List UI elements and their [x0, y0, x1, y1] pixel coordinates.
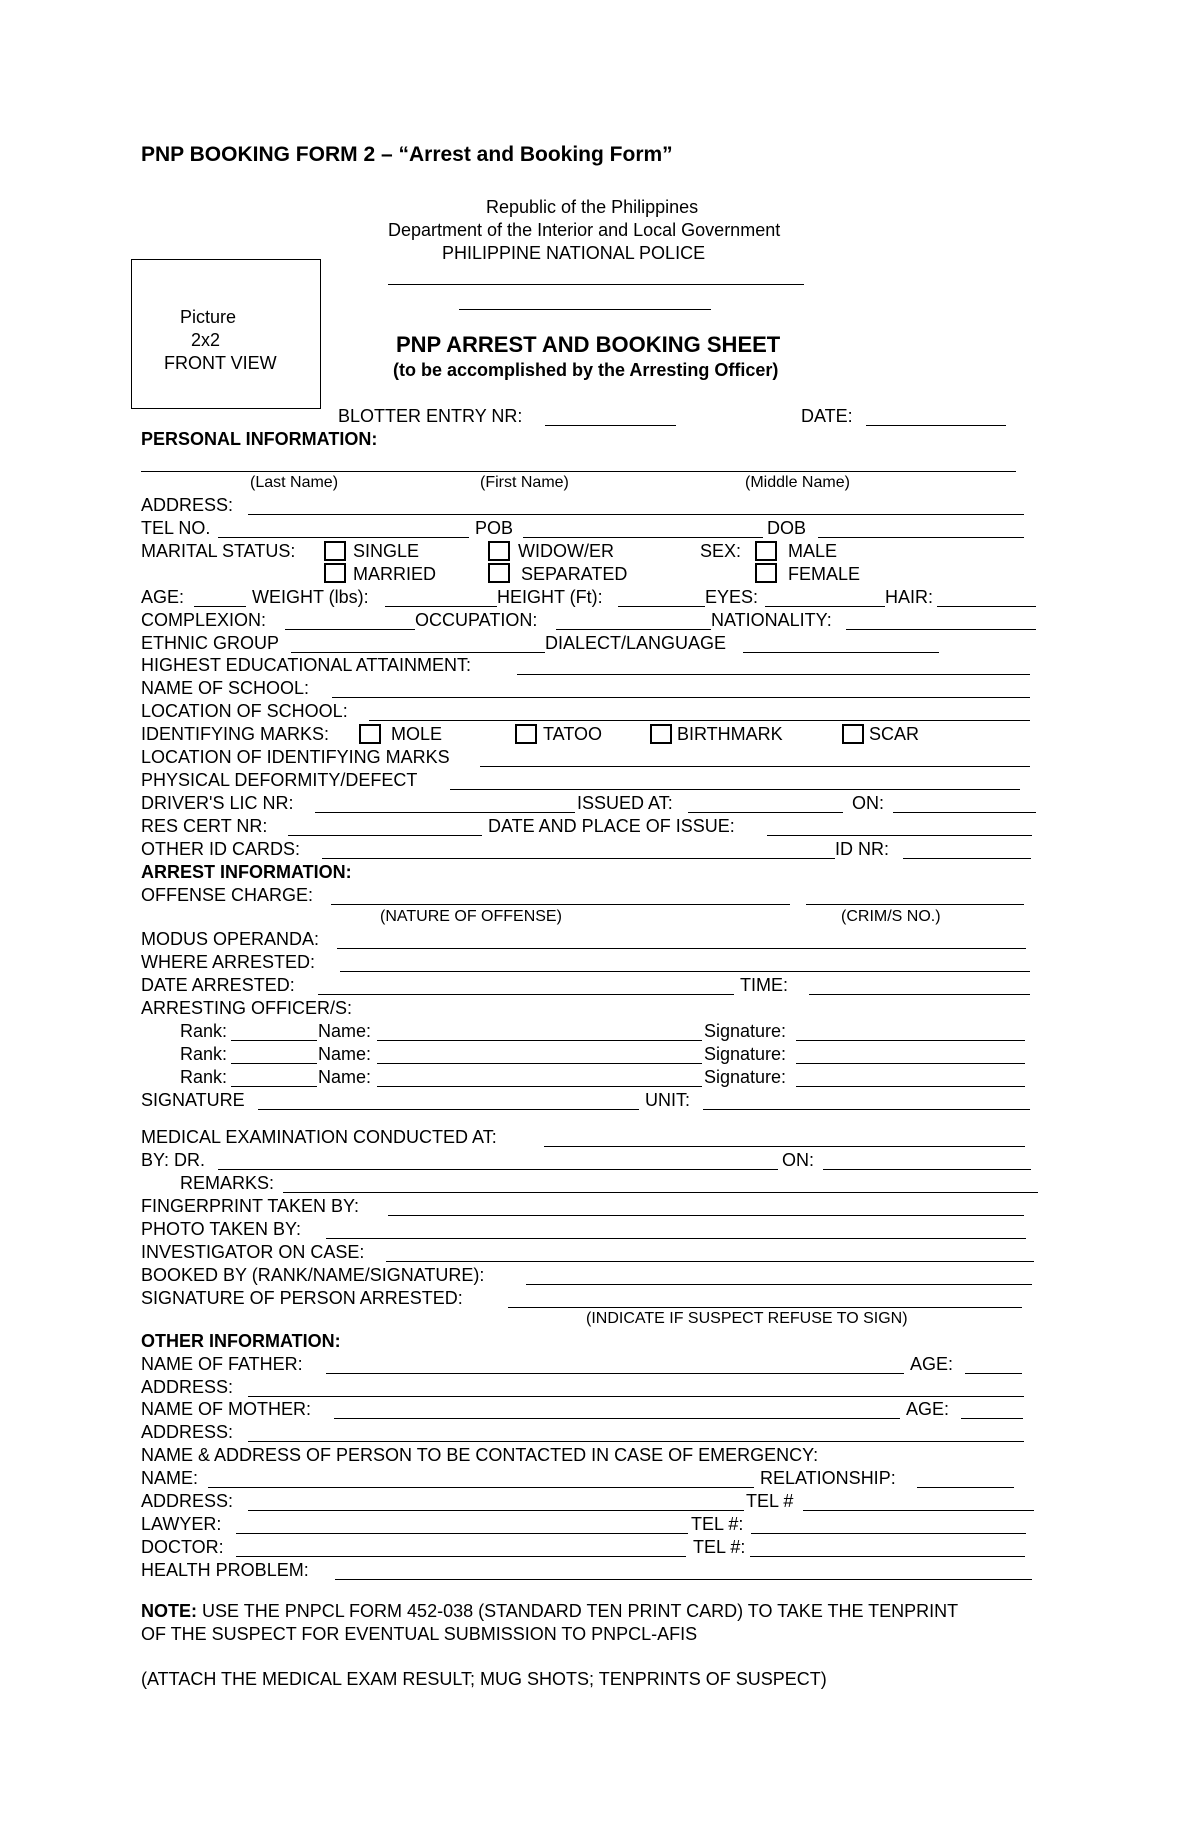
emergency-label: NAME & ADDRESS OF PERSON TO BE CONTACTED IN CASE OF EMERGENCY:	[141, 1445, 819, 1465]
attach-note: (ATTACH THE MEDICAL EXAM RESULT; MUG SHOTS; TENPRINTS OF SUSPECT)	[141, 1669, 827, 1689]
single-label: SINGLE	[353, 541, 420, 561]
doctor-field[interactable]	[236, 1556, 686, 1557]
emergency-name-label: NAME:	[141, 1468, 199, 1488]
officer-3-signature-label: Signature:	[704, 1067, 787, 1087]
father-age-field[interactable]	[965, 1373, 1022, 1374]
sheet-subtitle: (to be accomplished by the Arresting Officer)	[393, 360, 779, 380]
officer-1-signature-label: Signature:	[704, 1021, 787, 1041]
lawyer-label: LAWYER:	[141, 1514, 222, 1534]
height-field[interactable]	[618, 606, 705, 607]
male-checkbox[interactable]	[755, 541, 777, 561]
unit-label: UNIT:	[645, 1090, 690, 1110]
age-label: AGE:	[141, 587, 185, 607]
female-checkbox[interactable]	[755, 563, 777, 583]
hair-label: HAIR:	[885, 587, 934, 607]
deformity-label: PHYSICAL DEFORMITY/DEFECT	[141, 770, 418, 790]
note-line-1	[141, 1600, 958, 1622]
lawyer-field[interactable]	[236, 1533, 688, 1534]
pob-label: POB	[475, 518, 514, 538]
emergency-tel-field[interactable]	[803, 1510, 1034, 1511]
photo-taken-field[interactable]	[326, 1238, 1026, 1239]
lawyer-tel-label: TEL #:	[691, 1514, 744, 1534]
date-arrested-field[interactable]	[318, 994, 734, 995]
dob-field[interactable]	[818, 537, 1024, 538]
male-label: MALE	[788, 541, 838, 561]
officer-1-name-field[interactable]	[377, 1040, 702, 1041]
header-dilg: Department of the Interior and Local Government	[388, 220, 781, 240]
officer-3-rank-label: Rank:	[180, 1067, 228, 1087]
father-age-label: AGE:	[910, 1354, 954, 1374]
address-field[interactable]	[248, 514, 1024, 515]
photo-box[interactable]	[131, 259, 321, 409]
mother-field[interactable]	[334, 1418, 900, 1419]
occupation-label: OCCUPATION:	[415, 610, 538, 630]
school-name-field[interactable]	[332, 697, 1030, 698]
photo-label: Picture	[180, 307, 237, 327]
first-name-caption: (First Name)	[480, 474, 569, 491]
school-name-label: NAME OF SCHOOL:	[141, 678, 310, 698]
weight-label: WEIGHT (lbs):	[252, 587, 369, 607]
mother-age-field[interactable]	[961, 1418, 1023, 1419]
address-label: ADDRESS:	[141, 495, 234, 515]
mother-address-label: ADDRESS:	[141, 1422, 234, 1442]
unit-field[interactable]	[703, 1109, 1030, 1110]
height-label: HEIGHT (Ft):	[497, 587, 603, 607]
married-checkbox[interactable]	[324, 563, 346, 583]
relationship-field[interactable]	[917, 1487, 1014, 1488]
blotter-field[interactable]	[545, 425, 676, 426]
res-cert-field[interactable]	[288, 835, 482, 836]
emergency-tel-label: TEL #	[746, 1491, 794, 1511]
identifying-marks-label: IDENTIFYING MARKS:	[141, 724, 330, 744]
crim-caption: (CRIM/S NO.)	[841, 908, 941, 925]
doctor-tel-label: TEL #:	[693, 1537, 746, 1557]
eyes-field[interactable]	[765, 606, 885, 607]
sig-arrested-label: SIGNATURE OF PERSON ARRESTED:	[141, 1288, 463, 1308]
emergency-address-label: ADDRESS:	[141, 1491, 234, 1511]
note-label: NOTE:	[141, 1601, 197, 1621]
issued-on-label: ON:	[852, 793, 885, 813]
officer-2-name-label: Name:	[318, 1044, 372, 1064]
ethnic-group-field[interactable]	[291, 652, 545, 653]
age-field[interactable]	[194, 606, 246, 607]
weight-field[interactable]	[385, 606, 497, 607]
tel-field[interactable]	[218, 537, 469, 538]
officer-2-signature-field[interactable]	[796, 1063, 1025, 1064]
date-arrested-label: DATE ARRESTED:	[141, 975, 295, 995]
photo-size: 2x2	[191, 330, 221, 350]
emergency-address-field[interactable]	[248, 1510, 744, 1511]
booked-by-label: BOOKED BY (RANK/NAME/SIGNATURE):	[141, 1265, 485, 1285]
father-address-label: ADDRESS:	[141, 1377, 234, 1397]
note-text-1: USE THE PNPCL FORM 452-038 (STANDARD TEN PRINT CARD) TO TAKE THE TENPRINT	[202, 1601, 959, 1621]
medical-exam-label: MEDICAL EXAMINATION CONDUCTED AT:	[141, 1127, 497, 1147]
officer-1-name-label: Name:	[318, 1021, 372, 1041]
note-line-2: OF THE SUSPECT FOR EVENTUAL SUBMISSION TO PNPCL-AFIS	[141, 1624, 698, 1644]
separated-label: SEPARATED	[521, 564, 628, 584]
remarks-field[interactable]	[283, 1192, 1038, 1193]
father-address-field[interactable]	[248, 1396, 1024, 1397]
mother-address-field[interactable]	[248, 1441, 1024, 1442]
header-pnp: PHILIPPINE NATIONAL POLICE	[442, 243, 706, 263]
photo-taken-label: PHOTO TAKEN BY:	[141, 1219, 302, 1239]
widower-checkbox[interactable]	[488, 541, 510, 561]
where-arrested-label: WHERE ARRESTED:	[141, 952, 316, 972]
sex-label: SEX:	[700, 541, 742, 561]
tatoo-label: TATOO	[543, 724, 603, 744]
relationship-label: RELATIONSHIP:	[760, 1468, 896, 1488]
complexion-field[interactable]	[285, 629, 415, 630]
officer-3-name-label: Name:	[318, 1067, 372, 1087]
other-id-label: OTHER ID CARDS:	[141, 839, 301, 859]
officer-3-name-field[interactable]	[377, 1086, 702, 1087]
officer-2-rank-field[interactable]	[231, 1063, 317, 1064]
by-dr-field[interactable]	[218, 1169, 778, 1170]
doctor-label: DOCTOR:	[141, 1537, 224, 1557]
father-label: NAME OF FATHER:	[141, 1354, 303, 1374]
id-nr-label: ID NR:	[835, 839, 889, 859]
nationality-label: NATIONALITY:	[711, 610, 832, 630]
issued-at-field[interactable]	[688, 812, 843, 813]
photo-view: FRONT VIEW	[164, 353, 277, 373]
officer-2-signature-label: Signature:	[704, 1044, 787, 1064]
scar-label: SCAR	[869, 724, 920, 744]
officer-2-name-field[interactable]	[377, 1063, 702, 1064]
refuse-caption: (INDICATE IF SUSPECT REFUSE TO SIGN)	[586, 1310, 908, 1327]
officer-1-rank-field[interactable]	[231, 1040, 317, 1041]
arresting-officers-label: ARRESTING OFFICER/S:	[141, 998, 353, 1018]
health-problem-label: HEALTH PROBLEM:	[141, 1560, 309, 1580]
eyes-label: EYES:	[705, 587, 759, 607]
form-heading: PNP BOOKING FORM 2 – “Arrest and Booking Form”	[141, 143, 673, 166]
birthmark-label: BIRTHMARK	[677, 724, 783, 744]
header-republic: Republic of the Philippines	[486, 197, 699, 217]
modus-label: MODUS OPERANDA:	[141, 929, 320, 949]
offense-field[interactable]	[331, 904, 790, 905]
medical-on-field[interactable]	[823, 1169, 1031, 1170]
other-info-heading: OTHER INFORMATION:	[141, 1331, 341, 1351]
education-field[interactable]	[517, 674, 1030, 675]
school-location-label: LOCATION OF SCHOOL:	[141, 701, 348, 721]
father-field[interactable]	[326, 1373, 904, 1374]
last-name-caption: (Last Name)	[250, 474, 339, 491]
hair-field[interactable]	[937, 606, 1036, 607]
officer-1-signature-field[interactable]	[796, 1040, 1025, 1041]
investigator-label: INVESTIGATOR ON CASE:	[141, 1242, 365, 1262]
officer-3-rank-field[interactable]	[231, 1086, 317, 1087]
occupation-field[interactable]	[556, 629, 711, 630]
fingerprint-label: FINGERPRINT TAKEN BY:	[141, 1196, 360, 1216]
mother-age-label: AGE:	[906, 1399, 950, 1419]
single-checkbox[interactable]	[324, 541, 346, 561]
drivers-lic-field[interactable]	[315, 812, 575, 813]
deformity-field[interactable]	[450, 789, 1020, 790]
date-field[interactable]	[866, 425, 1006, 426]
nature-caption: (NATURE OF OFFENSE)	[380, 908, 562, 925]
birthmark-checkbox[interactable]	[650, 724, 672, 744]
modus-field[interactable]	[337, 948, 1026, 949]
date-label: DATE:	[801, 406, 853, 426]
married-label: MARRIED	[353, 564, 437, 584]
nationality-field[interactable]	[846, 629, 1036, 630]
marks-location-label: LOCATION OF IDENTIFYING MARKS	[141, 747, 450, 767]
medical-on-label: ON:	[782, 1150, 815, 1170]
pob-field[interactable]	[523, 537, 763, 538]
doctor-tel-field[interactable]	[750, 1556, 1025, 1557]
date-place-issue-label: DATE AND PLACE OF ISSUE:	[488, 816, 735, 836]
complexion-label: COMPLEXION:	[141, 610, 267, 630]
health-problem-field[interactable]	[335, 1579, 1032, 1580]
fingerprint-field[interactable]	[388, 1215, 1024, 1216]
where-arrested-field[interactable]	[340, 971, 1030, 972]
emergency-name-field[interactable]	[208, 1487, 754, 1488]
blotter-label: BLOTTER ENTRY NR:	[338, 406, 523, 426]
header-office-line[interactable]	[459, 309, 711, 310]
issued-at-label: ISSUED AT:	[577, 793, 673, 813]
ethnic-group-label: ETHNIC GROUP	[141, 633, 280, 653]
tatoo-checkbox[interactable]	[515, 724, 537, 744]
dialect-label: DIALECT/LANGUAGE	[545, 633, 727, 653]
officer-3-signature-field[interactable]	[796, 1086, 1025, 1087]
widower-label: WIDOW/ER	[518, 541, 614, 561]
id-nr-field[interactable]	[903, 858, 1031, 859]
issued-on-field[interactable]	[893, 812, 1036, 813]
investigator-field[interactable]	[386, 1261, 1034, 1262]
header-unit-line[interactable]	[388, 284, 804, 285]
dialect-field[interactable]	[743, 652, 939, 653]
lawyer-tel-field[interactable]	[751, 1533, 1026, 1534]
officer-1-rank-label: Rank:	[180, 1021, 228, 1041]
officer-2-rank-label: Rank:	[180, 1044, 228, 1064]
signature-label: SIGNATURE	[141, 1090, 245, 1110]
female-label: FEMALE	[788, 564, 861, 584]
date-place-issue-field[interactable]	[767, 835, 1032, 836]
separated-checkbox[interactable]	[488, 563, 510, 583]
arrest-info-heading: ARREST INFORMATION:	[141, 862, 352, 882]
time-label: TIME:	[740, 975, 788, 995]
time-field[interactable]	[809, 994, 1030, 995]
school-location-field[interactable]	[369, 720, 1030, 721]
education-label: HIGHEST EDUCATIONAL ATTAINMENT:	[141, 655, 472, 675]
marital-status-label: MARITAL STATUS:	[141, 541, 296, 561]
medical-exam-field[interactable]	[544, 1146, 1025, 1147]
crim-case-field[interactable]	[806, 904, 1024, 905]
tel-label: TEL NO.	[141, 518, 211, 538]
other-id-field[interactable]	[322, 858, 835, 859]
middle-name-caption: (Middle Name)	[745, 474, 850, 491]
drivers-lic-label: DRIVER'S LIC NR:	[141, 793, 294, 813]
scar-checkbox[interactable]	[842, 724, 864, 744]
offense-label: OFFENSE CHARGE:	[141, 885, 314, 905]
personal-info-heading: PERSONAL INFORMATION:	[141, 429, 378, 449]
signature-field[interactable]	[258, 1109, 639, 1110]
mole-label: MOLE	[391, 724, 443, 744]
mole-checkbox[interactable]	[359, 724, 381, 744]
mother-label: NAME OF MOTHER:	[141, 1399, 311, 1419]
booked-by-field[interactable]	[526, 1284, 1032, 1285]
dob-label: DOB	[767, 518, 807, 538]
marks-location-field[interactable]	[480, 766, 1030, 767]
res-cert-label: RES CERT NR:	[141, 816, 268, 836]
by-dr-label: BY: DR.	[141, 1150, 206, 1170]
sheet-title: PNP ARREST AND BOOKING SHEET	[396, 332, 781, 357]
remarks-label: REMARKS:	[180, 1173, 275, 1193]
